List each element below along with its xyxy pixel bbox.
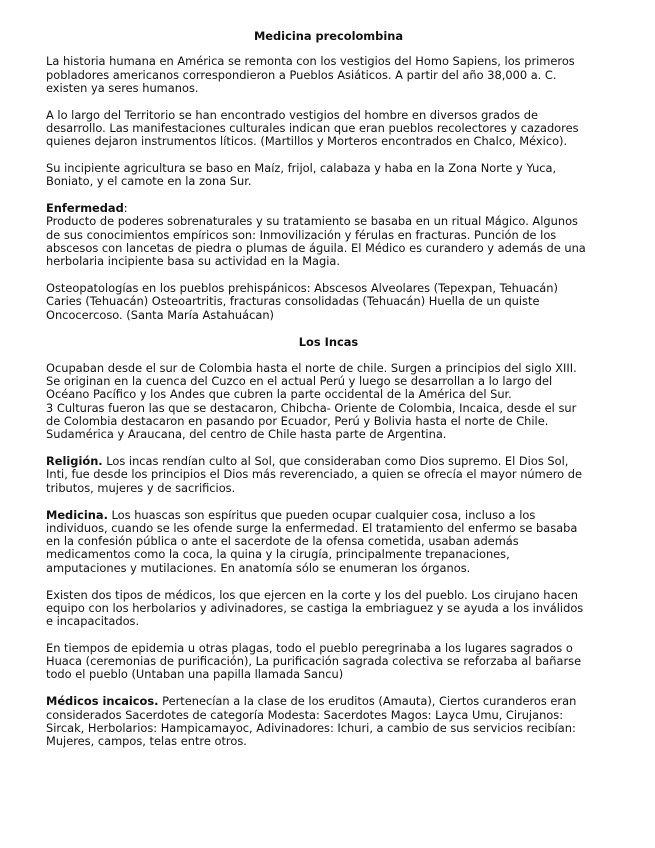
text-line: Existen dos tipos de médicos, los que ejercen en la corte y los del pueblo. Los cirujano hacen — [46, 587, 578, 602]
document-page — [46, 30, 611, 762]
text-line: abscesos con lancetas de piedra o plumas de águila. El Médico es curandero y además de una — [46, 241, 586, 256]
text-line: Oncocercoso. (Santa María Astahuácan) — [46, 307, 274, 322]
text-line: medicamentos como la coca, la quina y la cirugía, principalmente trepanaciones, — [46, 547, 510, 562]
text-line: Mujeres, campos, telas entre otros. — [46, 734, 247, 749]
medicine-heading: Medicina. — [46, 507, 108, 522]
text-line: desarrollo. Las manifestaciones culturales indican que eran pueblos recolectores y cazadores — [46, 120, 579, 135]
text-line: en la confesión pública o ante el sacerdote de la ofensa cometida, usaban además — [46, 534, 519, 549]
text-line: de Colombia destacaron en pasando por Ecuador, Perú y Bolivia hasta el norte de Chile. — [46, 414, 549, 429]
text-line: 3 Culturas fueron las que se destacaron, Chibcha- Oriente de Colombia, Incaica, desde el sur — [46, 400, 577, 415]
text-line: Boniato, y el camote en la zona Sur. — [46, 174, 252, 189]
text-line: Inti, fue desde los principios el Dios más reverenciado, a quien se ofrecía el mayor número de — [46, 467, 583, 482]
text-line: Sircak, Herbolarios: Hampicamayoc, Adivinadores: Ichuri, a cambio de sus servicios recibían: — [46, 720, 576, 735]
doctor-types-paragraph — [46, 589, 611, 629]
text-line: La historia humana en América se remonta con los vestigios del Homo Sapiens, los primeros — [46, 54, 575, 69]
text-line: Su incipiente agricultura se baso en Maíz, frijol, calabaza y haba en la Zona Norte y Yuca, — [46, 161, 557, 176]
inca-doctors-paragraph — [46, 695, 611, 748]
text-line: e incapacitados. — [46, 614, 140, 629]
religion-paragraph — [46, 455, 611, 495]
text-run: Los incas rendían culto al Sol, que consideraban como Dios supremo. El Dios Sol, — [102, 454, 569, 469]
text-line: de sus conocimientos empíricos son: Inmovilización y férulas en fracturas. Punción de los — [46, 227, 557, 242]
text-run: Los huascas son espíritus que pueden ocupar cualquier cosa, incluso a los — [107, 507, 536, 522]
text-line: A lo largo del Territorio se han encontrado vestigios del hombre en diversos grados de — [46, 107, 538, 122]
text-line: todo el pueblo (Untaban una papilla llamada Sancu) — [46, 667, 344, 682]
medicine-paragraph — [46, 509, 611, 575]
epidemics-paragraph — [46, 642, 611, 682]
text-line: En tiempos de epidemia u otras plagas, todo el pueblo peregrinaba a los lugares sagrados o — [46, 640, 573, 655]
text-line: individuos, cuando se les ofende surge la enfermedad. El tratamiento del enfermo se basaba — [46, 520, 578, 535]
text-line: quienes dejaron instrumentos líticos. (Martillos y Morteros encontrados en Chalco, México). — [46, 134, 568, 149]
disease-heading-line — [46, 202, 611, 215]
text-line: Se originan en la cuenca del Cuzco en el actual Perú y luego se desarrollan a lo largo del — [46, 374, 553, 389]
text-line: Huaca (ceremonias de purificación), La purificación sagrada colectiva se reforzaba al bañarse — [46, 654, 582, 669]
document-title: Medicina precolombina — [253, 29, 404, 43]
disease-paragraph — [46, 202, 611, 268]
text-line: amputaciones y mutilaciones. En anatomía sólo se enumeran los órganos. — [46, 560, 471, 575]
inca-doctors-heading: Médicos incaicos. — [46, 694, 159, 709]
text-line: Producto de poderes sobrenaturales y su tratamiento se basaba en un ritual Mágico. Algunos — [46, 214, 578, 229]
intro-paragraph — [46, 55, 611, 95]
incas-section-title: Los Incas — [298, 334, 359, 349]
agriculture-paragraph — [46, 162, 611, 189]
territory-paragraph — [46, 109, 611, 149]
religion-first-line — [46, 455, 611, 468]
text-line: Caries (Tehuacán) Osteoartritis, fracturas consolidadas (Tehuacán) Huella de un quiste — [46, 294, 540, 309]
text-run: Pertenecían a la clase de los eruditos (Amauta), Ciertos curanderos eran — [158, 694, 577, 709]
incas-location-paragraph — [46, 362, 611, 442]
text-line: tributos, mujeres y de sacrificios. — [46, 480, 236, 495]
text-line: equipo con los herbolarios y adivinadores, se castiga la embriaguez y se ayuda a los inválidos — [46, 600, 584, 615]
text-line: herbolaria incipiente basa su actividad en la Magia. — [46, 254, 341, 269]
text-line: existen ya seres humanos. — [46, 80, 199, 95]
inca-doctors-first-line — [46, 695, 611, 708]
text-line: Osteopatologías en los pueblos prehispánicos: Abscesos Alveolares (Tepexpan, Tehuacán) — [46, 281, 558, 296]
text-line: considerados Sacerdotes de categoría Modesta: Sacerdotes Magos: Layca Umu, Cirujanos: — [46, 707, 564, 722]
disease-heading: Enfermedad — [46, 201, 124, 216]
osteo-paragraph — [46, 282, 611, 322]
religion-heading: Religión. — [46, 454, 103, 469]
text-line: Sudamérica y Araucana, del centro de Chile hasta parte de Argentina. — [46, 427, 447, 442]
disease-heading-suffix: : — [123, 201, 128, 216]
text-line: pobladores americanos correspondieron a Pueblos Asiáticos. A partir del año 38,000 a. C. — [46, 67, 557, 82]
text-line: Océano Pacífico y los Andes que cubren la parte occidental de la América del Sur. — [46, 387, 512, 402]
text-line: Ocupaban desde el sur de Colombia hasta el norte de chile. Surgen a principios del siglo XIII. — [46, 360, 577, 375]
medicine-first-line — [46, 509, 611, 522]
